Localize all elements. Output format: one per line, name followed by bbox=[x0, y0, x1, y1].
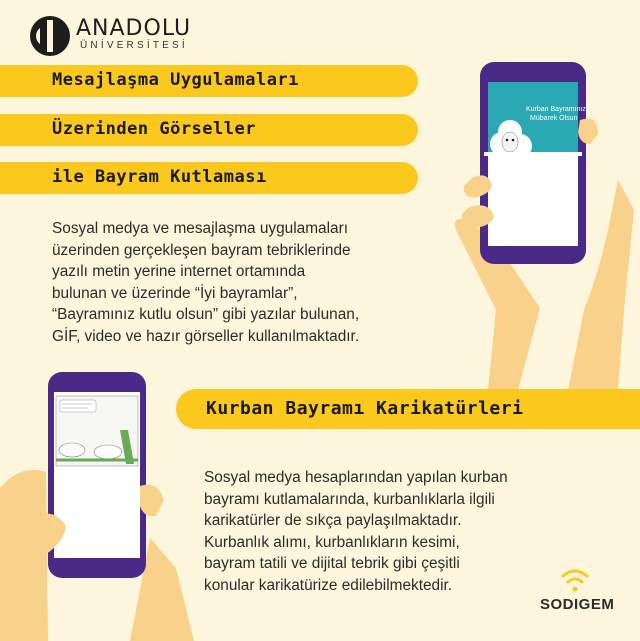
logo-subtitle: ÜNİVERSİTESİ bbox=[80, 40, 188, 51]
logo-name: ANADOLU bbox=[76, 16, 192, 41]
title-bar-2 bbox=[0, 114, 418, 146]
paragraph-line: yazılı metin yerine internet ortamında bbox=[52, 263, 306, 280]
paragraph-line: GİF, video ve hazır görseller kullanılmaktadır. bbox=[52, 327, 360, 345]
paragraph-line: Kurbanlık alımı, kurbanlıkların kesimi, bbox=[204, 533, 460, 551]
title-line-3: ile Bayram Kutlaması bbox=[52, 167, 267, 187]
phone-hand-illustration-1 bbox=[448, 60, 640, 390]
section2-title: Kurban Bayramı Karikatürleri bbox=[206, 398, 524, 419]
phone-card-text-2: Mübarek Olsun bbox=[530, 115, 578, 122]
title-bar-karikatur bbox=[176, 389, 640, 429]
title-bar-1 bbox=[0, 65, 418, 97]
paragraph-line: üzerinden gerçekleşen bayram tebriklerinde bbox=[52, 241, 351, 259]
title-line-1: Mesajlaşma Uygulamaları bbox=[52, 70, 299, 90]
sodigem-wifi-icon bbox=[560, 568, 590, 594]
paragraph-line: bayram tatili ve dijital tebrik gibi çeşitli bbox=[204, 555, 460, 572]
phone-card-text-1: Kurban Bayramınız bbox=[526, 106, 586, 113]
paragraph-line: karikatürler de sıkça paylaşılmaktadır. bbox=[204, 512, 462, 529]
paragraph-line: Sosyal medya hesaplarından yapılan kurban bbox=[204, 469, 508, 486]
paragraph-line: Sosyal medya ve mesajlaşma uygulamaları bbox=[52, 220, 348, 237]
paragraph-line: bulunan ve üzerinde “İyi bayramlar”, bbox=[52, 284, 298, 302]
sodigem-logo-text: SODIGEM bbox=[540, 596, 615, 613]
paragraph-line: konular karikatürize edilebilmektedir. bbox=[204, 576, 453, 594]
paragraph-line: bayramı kutlamalarında, kurbanlıklarla ilgili bbox=[204, 490, 495, 508]
section1-paragraph bbox=[52, 218, 359, 347]
title-bar-3 bbox=[0, 162, 418, 194]
paragraph-line: “Bayramınız kutlu olsun” gibi yazılar bulunan, bbox=[52, 306, 360, 323]
anadolu-logo-icon bbox=[28, 14, 72, 58]
phone-hand-illustration-2 bbox=[0, 368, 200, 641]
title-line-2: Üzerinden Görseller bbox=[52, 119, 256, 139]
section2-paragraph bbox=[204, 467, 508, 596]
